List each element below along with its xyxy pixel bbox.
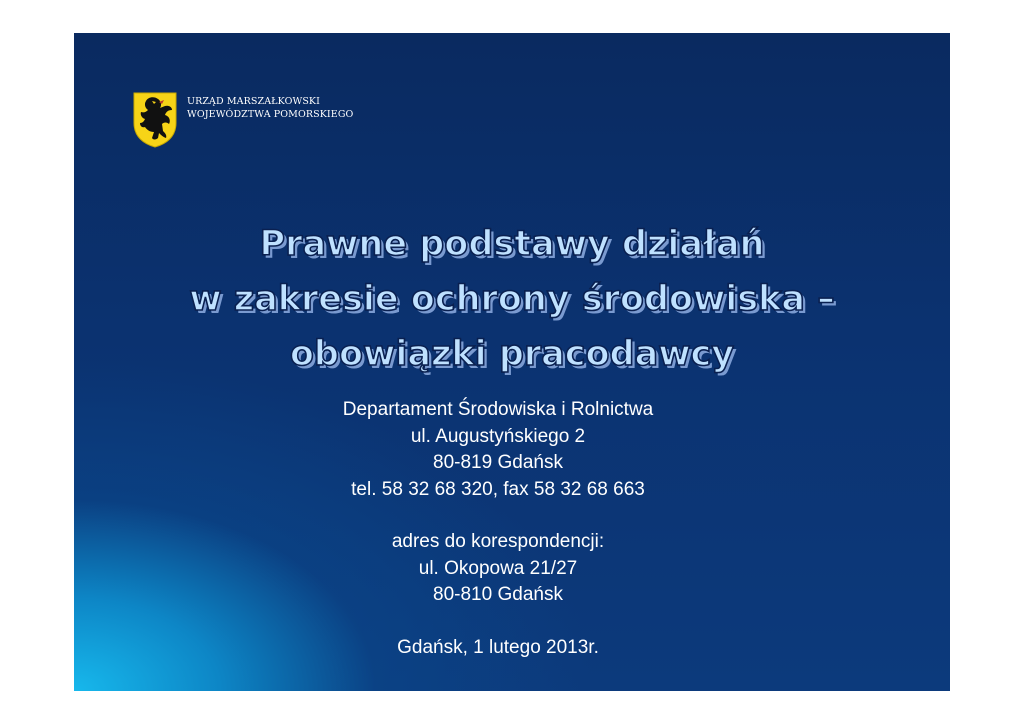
department-phone-fax: tel. 58 32 68 320, fax 58 32 68 663 bbox=[351, 478, 645, 500]
correspondence-street: ul. Okopowa 21/27 bbox=[418, 557, 578, 579]
griffin-coat-of-arms-icon bbox=[132, 91, 178, 149]
department-postal-city: 80-819 Gdańsk bbox=[433, 452, 563, 473]
organization-name-line2: WOJEWÓDZTWA POMORSKIEGO bbox=[187, 109, 354, 120]
title-line3: obowiązki pracodawcy bbox=[289, 334, 735, 374]
date-line: Gdańsk, 1 lutego 2013r. bbox=[397, 636, 599, 658]
organization-logo bbox=[132, 91, 353, 149]
title-line1: Prawne podstawy działań bbox=[259, 224, 765, 264]
department-name: Departament Środowiska i Rolnictwa bbox=[342, 399, 654, 420]
organization-name-line1: URZĄD MARSZAŁKOWSKI bbox=[187, 96, 320, 107]
presentation-title bbox=[74, 217, 950, 382]
correspondence-label: adres do korespondencji: bbox=[391, 531, 605, 552]
correspondence-postal-city: 80-810 Gdańsk bbox=[433, 584, 563, 605]
title-line2: w zakresie ochrony środowiska – bbox=[189, 279, 835, 319]
department-street: ul. Augustyńskiego 2 bbox=[410, 425, 586, 447]
title-slide bbox=[74, 33, 950, 691]
contact-info bbox=[74, 397, 922, 661]
organization-name bbox=[187, 95, 353, 121]
